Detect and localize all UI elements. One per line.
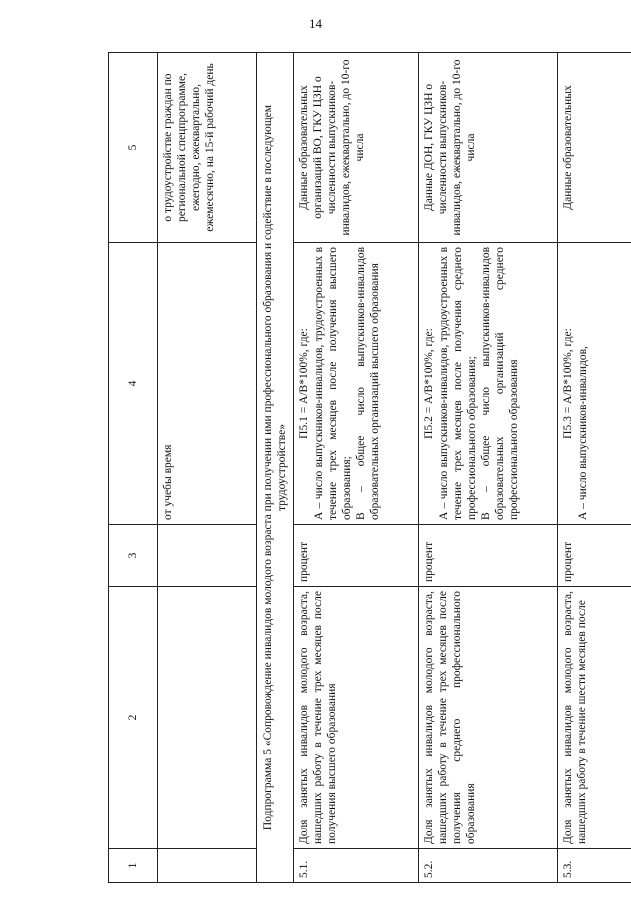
row-number: 5.3. <box>558 849 631 883</box>
cont-cell-3 <box>158 525 257 587</box>
indicator-name: Доля занятых инвалидов молодого возраста, нашедших работу в течение трех месяцев после получения среднего профессионального образования <box>419 587 558 849</box>
data-source: Данные образовательных организаций ВО, ГКУ ЦЗН о численности выпускников-инвалидов, ежеквартально, до 10-го числа <box>294 53 419 243</box>
indicator-name: Доля занятых инвалидов молодого возраста, нашедших работу в течение трех месяцев после получения высшего образования <box>294 587 419 849</box>
formula-def-b: В – общее число выпускников-инвалидов образовательных организаций среднего профессионального образования <box>480 247 521 520</box>
header-col-1: 1 <box>109 849 158 883</box>
table-row <box>294 53 419 883</box>
continuation-row <box>158 53 257 883</box>
table-row <box>419 53 558 883</box>
header-row <box>109 53 158 883</box>
subprogram-title: Подпрограмма 5 «Сопровождение инвалидов молодого возраста при получении ими профессионального образования и содействие в последующем трудоустройстве» <box>257 53 294 883</box>
header-col-2: 2 <box>109 587 158 849</box>
header-col-4: 4 <box>109 243 158 525</box>
subprogram-row <box>257 53 294 883</box>
formula-def-a: А – число выпускников-инвалидов, <box>577 346 590 520</box>
indicator-name: Доля занятых инвалидов молодого возраста, нашедших работу в течение шести месяцев после <box>558 587 631 849</box>
data-source: Данные образовательных <box>558 53 631 243</box>
formula: П5.1 = А/В*100%, где: <box>298 328 311 439</box>
indicator-formula-cell <box>419 243 558 525</box>
header-col-3: 3 <box>109 525 158 587</box>
cont-cell-5: о трудоустройстве граждан по региональной спецпрограмме, ежегодно, ежеквартально, ежемесячно, на 15-й рабочий день <box>158 53 257 243</box>
indicator-unit: процент <box>294 525 419 587</box>
indicator-formula-cell <box>294 243 419 525</box>
formula-def-b: В – общее число выпускников-инвалидов образовательных организаций высшего образования <box>355 247 382 520</box>
data-source: Данные ДОН, ГКУ ЦЗН о численности выпускников-инвалидов, ежеквартально, до 10-го числа <box>419 53 558 243</box>
row-number: 5.2. <box>419 849 558 883</box>
formula-def-a: А – число выпускников-инвалидов, трудоустроенных в течение трех месяцев после получения среднего профессионального образования; <box>438 247 479 520</box>
header-col-5: 5 <box>109 53 158 243</box>
formula: П5.3 = А/В*100%, где: <box>562 328 575 439</box>
indicators-table <box>108 52 631 883</box>
table-row <box>558 53 631 883</box>
indicator-unit: процент <box>419 525 558 587</box>
formula: П5.2 = А/В*100%, где: <box>423 328 436 439</box>
page-number: 14 <box>309 16 322 31</box>
cont-cell-2 <box>158 587 257 849</box>
cont-cell-1 <box>158 849 257 883</box>
indicator-formula-cell <box>558 243 631 525</box>
row-number: 5.1. <box>294 849 419 883</box>
indicator-unit: процент <box>558 525 631 587</box>
rotated-table-frame <box>108 53 631 883</box>
formula-def-a: А – число выпускников-инвалидов, трудоустроенных в течение трех месяцев после получения высшего образования; <box>313 247 354 520</box>
cont-cell-4: от учебы время <box>158 243 257 525</box>
